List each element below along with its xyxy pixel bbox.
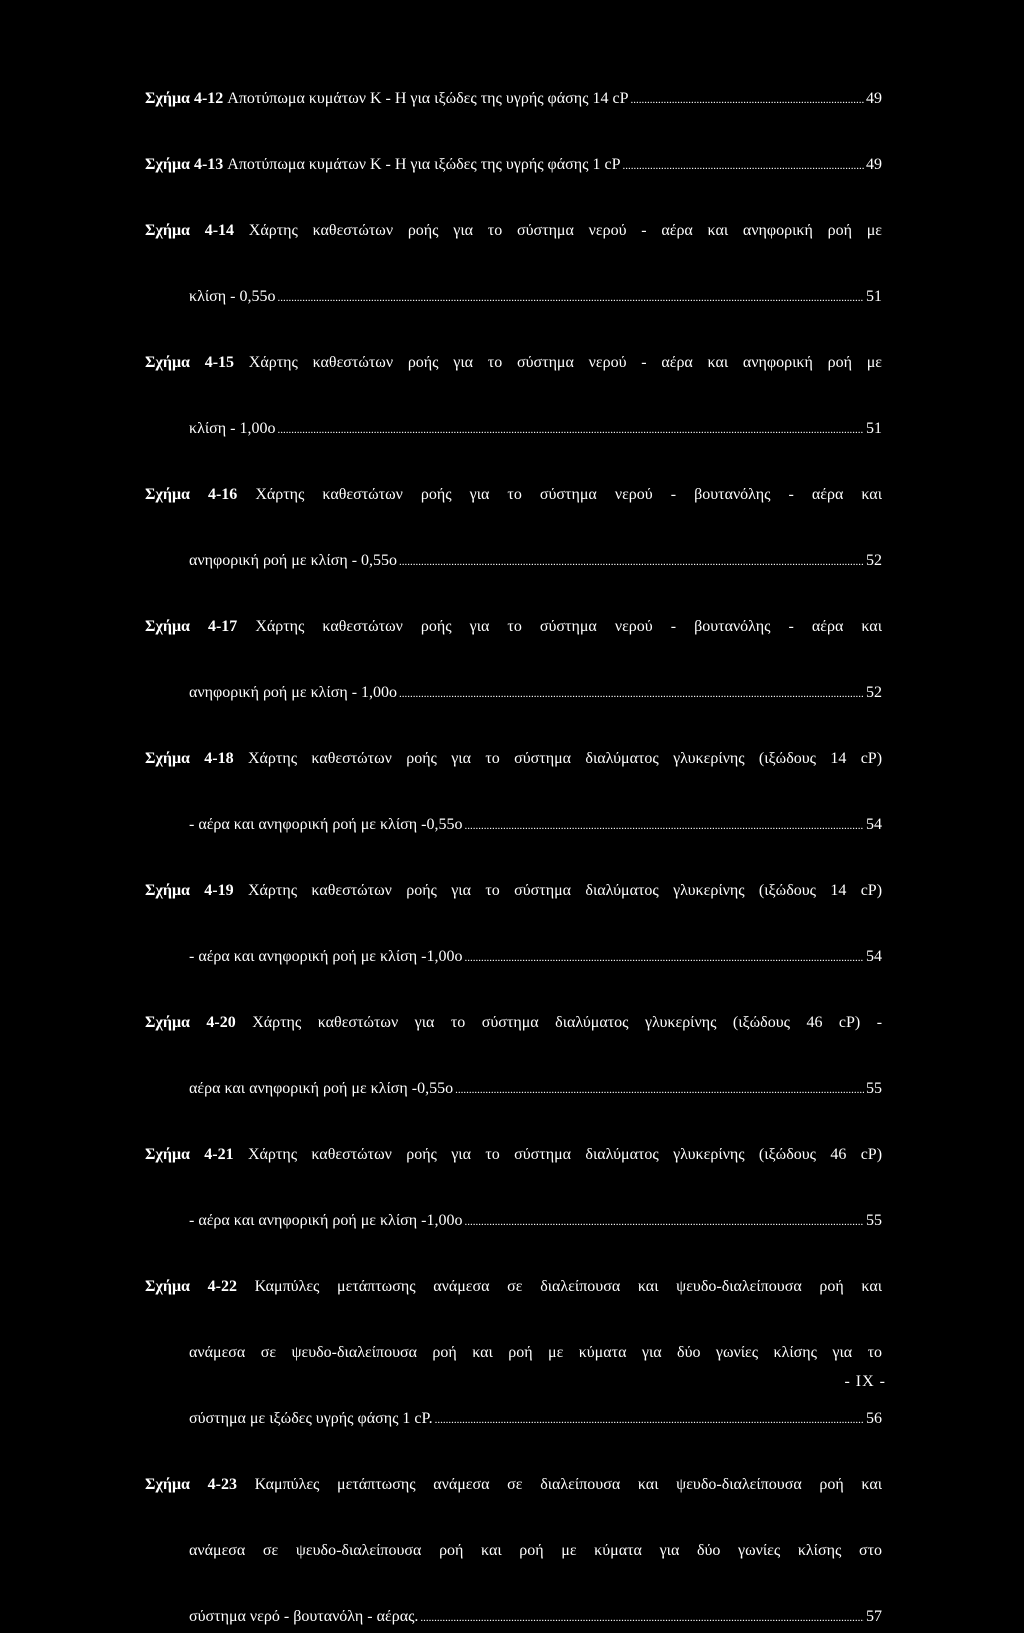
toc-entry-line — [145, 346, 882, 379]
toc-entry-text: Χάρτης καθεστώτων ροής για το σύστημα νερού - βουτανόλης - αέρα και — [255, 486, 882, 503]
page-number: 54 — [866, 816, 882, 833]
toc-entry-text: σύστημα με ιξώδες υγρής φάσης 1 cP. — [189, 1410, 433, 1427]
leader-dots — [435, 1402, 864, 1435]
toc-entry-line — [145, 478, 882, 511]
toc-entry-text: ανάμεσα σε ψευδο-διαλείπουσα ροή και ροή με κύματα για δύο γωνίες κλίσης στο — [189, 1542, 882, 1559]
leader-dots — [455, 1072, 864, 1105]
toc-entry-last-line — [145, 412, 882, 445]
toc-entry-line — [145, 1006, 882, 1039]
figure-label: Σχήμα 4-23 — [145, 1476, 237, 1493]
toc-entry — [145, 214, 882, 346]
toc-entry-text: Χάρτης καθεστώτων ροής για το σύστημα νερού - αέρα και ανηφορική ροή με — [248, 222, 882, 239]
page-number: 51 — [866, 420, 882, 437]
toc-entry-line — [145, 1468, 882, 1501]
toc-entry-text: Χάρτης καθεστώτων ροής για το σύστημα νερού - αέρα και ανηφορική ροή με — [248, 354, 882, 371]
page-number: 49 — [866, 90, 882, 107]
figure-label: Σχήμα 4-21 — [145, 1146, 234, 1163]
toc-entry — [145, 346, 882, 478]
toc-entry — [145, 610, 882, 742]
toc-entry-text: Χάρτης καθεστώτων ροής για το σύστημα διαλύματος γλυκερίνης (ιξώδους 14 cP) — [247, 750, 882, 767]
list-of-figures — [145, 82, 882, 1633]
toc-entry-text: σύστημα νερό - βουτανόλη - αέρας. — [189, 1608, 419, 1625]
toc-entry-text: - αέρα και ανηφορική ροή με κλίση -0,55ο — [189, 816, 463, 833]
page-number-footer: - IX - — [844, 1373, 886, 1390]
toc-entry-text: Χάρτης καθεστώτων ροής για το σύστημα διαλύματος γλυκερίνης (ιξώδους 14 cP) — [247, 882, 882, 899]
toc-entry-last-line — [145, 940, 882, 973]
leader-dots — [464, 1204, 864, 1237]
toc-entry-text: κλίση - 1,00ο — [189, 420, 276, 437]
figure-label: Σχήμα 4-20 — [145, 1014, 236, 1031]
toc-entry-line — [145, 214, 882, 247]
leader-dots — [420, 1600, 864, 1633]
toc-entry-text: ανάμεσα σε ψευδο-διαλείπουσα ροή και ροή με κύματα για δύο γωνίες κλίσης για το — [189, 1344, 882, 1361]
toc-entry-last-line — [145, 808, 882, 841]
figure-label: Σχήμα 4-18 — [145, 750, 234, 767]
leader-dots — [464, 808, 864, 841]
toc-entry — [145, 1138, 882, 1270]
toc-entry-line — [145, 610, 882, 643]
page-number: 52 — [866, 552, 882, 569]
toc-entry-last-line — [145, 280, 882, 313]
page-number: 57 — [866, 1608, 882, 1625]
leader-dots — [399, 544, 864, 577]
leader-dots — [277, 412, 864, 445]
toc-entry-line — [145, 1336, 882, 1369]
figure-label: Σχήμα 4-19 — [145, 882, 234, 899]
toc-entry-text: Χάρτης καθεστώτων ροής για το σύστημα νερού - βουτανόλης - αέρα και — [255, 618, 882, 635]
toc-entry — [145, 1468, 882, 1633]
toc-entry-last-line — [145, 1204, 882, 1237]
toc-entry-text: - αέρα και ανηφορική ροή με κλίση -1,00ο — [189, 948, 463, 965]
toc-entry-line — [145, 742, 882, 775]
toc-entry-last-line — [145, 1600, 882, 1633]
page-number: 49 — [866, 156, 882, 173]
toc-entry-text: Καμπύλες μετάπτωσης ανάμεσα σε διαλείπουσα και ψευδο-διαλείπουσα ροή και — [254, 1476, 882, 1493]
toc-entry-text: αέρα και ανηφορική ροή με κλίση -0,55ο — [189, 1080, 454, 1097]
toc-entry — [145, 742, 882, 874]
leader-dots — [277, 280, 864, 313]
page-number: 55 — [866, 1080, 882, 1097]
toc-entry-text: Αποτύπωμα κυμάτων K - H για ιξώδες της υγρής φάσης 14 cP — [227, 90, 629, 107]
figure-label: Σχήμα 4-14 — [145, 222, 235, 239]
page-number: 56 — [866, 1410, 882, 1427]
figure-label: Σχήμα 4-13 — [145, 156, 224, 173]
leader-dots — [464, 940, 864, 973]
leader-dots — [630, 82, 864, 115]
toc-entry — [145, 82, 882, 148]
toc-entry-line — [145, 1270, 882, 1303]
toc-entry — [145, 874, 882, 1006]
toc-entry-last-line — [145, 544, 882, 577]
toc-entry-line — [145, 874, 882, 907]
page-number: 55 — [866, 1212, 882, 1229]
toc-entry-text: Καμπύλες μετάπτωσης ανάμεσα σε διαλείπουσα και ψευδο-διαλείπουσα ροή και — [254, 1278, 882, 1295]
figure-label: Σχήμα 4-16 — [145, 486, 238, 503]
toc-entry-line — [145, 1534, 882, 1567]
page-number: 51 — [866, 288, 882, 305]
toc-entry-last-line — [145, 148, 882, 181]
toc-entry-text: Χάρτης καθεστώτων για το σύστημα διαλύματος γλυκερίνης (ιξώδους 46 cP) - — [252, 1014, 882, 1031]
toc-entry — [145, 1006, 882, 1138]
toc-entry-last-line — [145, 1402, 882, 1435]
toc-entry-last-line — [145, 676, 882, 709]
toc-entry-text: Χάρτης καθεστώτων ροής για το σύστημα διαλύματος γλυκερίνης (ιξώδους 46 cP) — [247, 1146, 882, 1163]
page-number: 52 — [866, 684, 882, 701]
figure-label: Σχήμα 4-17 — [145, 618, 238, 635]
leader-dots — [399, 676, 864, 709]
toc-entry — [145, 148, 882, 214]
toc-entry-last-line — [145, 82, 882, 115]
figure-label: Σχήμα 4-22 — [145, 1278, 237, 1295]
toc-entry-line — [145, 1138, 882, 1171]
toc-entry — [145, 478, 882, 610]
page-number: 54 — [866, 948, 882, 965]
figure-label: Σχήμα 4-12 — [145, 90, 224, 107]
toc-entry-text: Αποτύπωμα κυμάτων K - H για ιξώδες της υγρής φάσης 1 cP — [227, 156, 621, 173]
figure-label: Σχήμα 4-15 — [145, 354, 235, 371]
toc-entry-text: - αέρα και ανηφορική ροή με κλίση -1,00ο — [189, 1212, 463, 1229]
toc-entry — [145, 1270, 882, 1468]
leader-dots — [622, 148, 864, 181]
toc-entry-last-line — [145, 1072, 882, 1105]
toc-entry-text: κλίση - 0,55ο — [189, 288, 276, 305]
toc-entry-text: ανηφορική ροή με κλίση - 1,00ο — [189, 684, 398, 701]
toc-entry-text: ανηφορική ροή με κλίση - 0,55ο — [189, 552, 398, 569]
